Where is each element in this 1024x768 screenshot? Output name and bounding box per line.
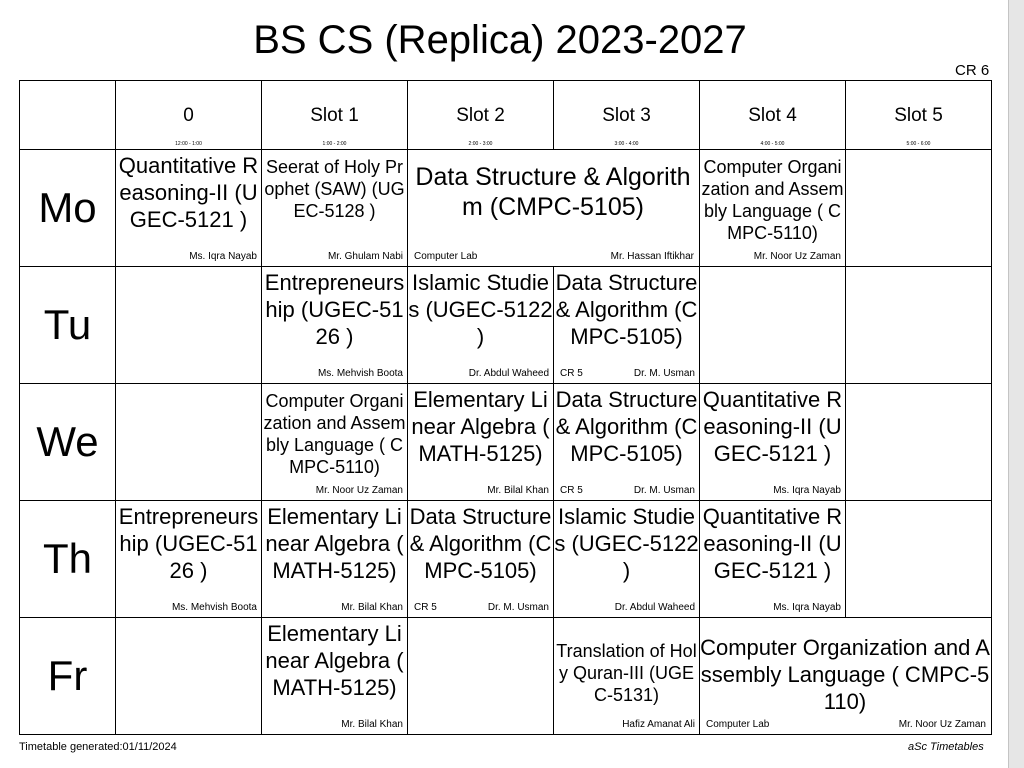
- slot-time: 5:00 - 6:00: [906, 141, 931, 147]
- slot-time: 4:00 - 5:00: [760, 141, 785, 147]
- class-cell: [116, 501, 262, 618]
- class-cell: [408, 501, 554, 618]
- subject-name: Data Structure & Algorithm (CMPC-5105): [409, 504, 552, 583]
- class-cell: [262, 150, 408, 267]
- class-cell: [262, 618, 408, 735]
- empty-cell: [846, 501, 992, 618]
- subject-name: Data Structure & Algorithm (CMPC-5105): [555, 387, 698, 466]
- teacher-name: Mr. Bilal Khan: [341, 602, 403, 613]
- teacher-name: Mr. Noor Uz Zaman: [753, 251, 841, 262]
- class-cell: [262, 267, 408, 384]
- room-code: CR 6: [955, 62, 990, 79]
- subject-name: Computer Organization and Assembly Language ( CMPC-5110): [700, 635, 990, 714]
- room-name: CR 5: [560, 485, 583, 496]
- class-cell: [408, 267, 554, 384]
- class-cell: [554, 618, 700, 735]
- slot-label: Slot 3: [602, 105, 651, 126]
- empty-cell: [116, 618, 262, 735]
- slot-label: Slot 1: [310, 105, 359, 126]
- subject-name: Entrepreneurship (UGEC-5126 ): [264, 270, 405, 349]
- header-row: [20, 81, 992, 150]
- subject-name: Islamic Studies (UGEC-5122 ): [554, 504, 699, 583]
- day-label: Mo: [20, 150, 116, 267]
- subject-name: Computer Organization and Assembly Language ( CMPC-5110): [263, 391, 406, 477]
- subject-name: Quantitative Reasoning-II (UGEC-5121 ): [702, 387, 843, 466]
- empty-cell: [846, 384, 992, 501]
- class-cell: [554, 501, 700, 618]
- subject-name: Translation of Holy Quran-III (UGEC-5131): [556, 641, 697, 705]
- class-cell: [408, 150, 700, 267]
- subject-name: Data Structure & Algorithm (CMPC-5105): [555, 270, 698, 349]
- teacher-name: Ms. Iqra Nayab: [189, 251, 257, 262]
- teacher-name: Mr. Bilal Khan: [487, 485, 549, 496]
- day-row-mo: [20, 150, 992, 267]
- subject-name: Computer Organization and Assembly Language ( CMPC-5110): [701, 157, 844, 243]
- day-row-we: [20, 384, 992, 501]
- subject-name: Elementary Linear Algebra ( MATH-5125): [265, 621, 404, 700]
- teacher-name: Ms. Iqra Nayab: [773, 602, 841, 613]
- slot-time: 1:00 - 2:00: [322, 141, 347, 147]
- class-cell: [408, 384, 554, 501]
- subject-name: Seerat of Holy Prophet (SAW) (UGEC-5128 ): [264, 157, 405, 221]
- teacher-name: Dr. M. Usman: [633, 485, 695, 496]
- teacher-name: Dr. Abdul Waheed: [468, 368, 549, 379]
- day-label: Tu: [20, 267, 116, 384]
- empty-cell: [846, 267, 992, 384]
- room-name: CR 5: [414, 602, 437, 613]
- day-row-fr: [20, 618, 992, 735]
- empty-cell: [846, 150, 992, 267]
- class-cell: [554, 267, 700, 384]
- empty-cell: [700, 267, 846, 384]
- page-title: BS CS (Replica) 2023-2027: [253, 18, 747, 62]
- day-row-th: [20, 501, 992, 618]
- class-cell: [116, 150, 262, 267]
- teacher-name: Ms. Mehvish Boota: [317, 368, 403, 379]
- class-cell: [700, 501, 846, 618]
- day-label: Fr: [20, 618, 116, 735]
- class-cell: [700, 384, 846, 501]
- teacher-name: Dr. M. Usman: [487, 602, 549, 613]
- slot-label: Slot 4: [748, 105, 797, 126]
- slot-header-4: [700, 81, 846, 150]
- day-row-tu: [20, 267, 992, 384]
- subject-name: Entrepreneurship (UGEC-5126 ): [118, 504, 259, 583]
- teacher-name: Hafiz Amanat Ali: [622, 719, 695, 730]
- timetable-grid: [19, 80, 992, 735]
- slot-header-1: [262, 81, 408, 150]
- teacher-name: Ms. Iqra Nayab: [773, 485, 841, 496]
- slot-header-0: [116, 81, 262, 150]
- room-name: CR 5: [560, 368, 583, 379]
- room-name: Computer Lab: [706, 719, 770, 730]
- subject-name: Data Structure & Algorithm (CMPC-5105): [415, 163, 691, 221]
- room-name: Computer Lab: [414, 251, 478, 262]
- subject-name: Quantitative Reasoning-II (UGEC-5121 ): [702, 504, 843, 583]
- class-cell: [262, 501, 408, 618]
- day-label: Th: [20, 501, 116, 618]
- empty-cell: [116, 384, 262, 501]
- generated-date: Timetable generated:01/11/2024: [19, 741, 177, 753]
- teacher-name: Ms. Mehvish Boota: [171, 602, 257, 613]
- slot-time: 12:00 - 1:00: [175, 141, 202, 147]
- day-label: We: [20, 384, 116, 501]
- teacher-name: Mr. Hassan Iftikhar: [610, 251, 694, 262]
- slot-header-5: [846, 81, 992, 150]
- class-cell: [700, 618, 992, 735]
- teacher-name: Mr. Bilal Khan: [341, 719, 403, 730]
- class-cell: [700, 150, 846, 267]
- class-cell: [554, 384, 700, 501]
- teacher-name: Mr. Noor Uz Zaman: [315, 485, 403, 496]
- empty-cell: [116, 267, 262, 384]
- slot-label: Slot 5: [894, 105, 943, 126]
- slot-label: Slot 2: [456, 105, 505, 126]
- slot-time: 3:00 - 4:00: [614, 141, 639, 147]
- slot-label: 0: [183, 105, 194, 126]
- slot-time: 2:00 - 3:00: [468, 141, 493, 147]
- brand-credit: aSc Timetables: [908, 741, 984, 753]
- class-cell: [262, 384, 408, 501]
- teacher-name: Mr. Ghulam Nabi: [327, 251, 403, 262]
- empty-cell: [408, 618, 554, 735]
- corner-cell: [20, 81, 116, 150]
- teacher-name: Dr. M. Usman: [633, 368, 695, 379]
- subject-name: Elementary Linear Algebra ( MATH-5125): [265, 504, 404, 583]
- subject-name: Quantitative Reasoning-II (UGEC-5121 ): [118, 153, 259, 232]
- teacher-name: Dr. Abdul Waheed: [614, 602, 695, 613]
- slot-header-2: [408, 81, 554, 150]
- subject-name: Islamic Studies (UGEC-5122 ): [408, 270, 553, 349]
- slot-header-3: [554, 81, 700, 150]
- teacher-name: Mr. Noor Uz Zaman: [898, 719, 986, 730]
- subject-name: Elementary Linear Algebra ( MATH-5125): [411, 387, 550, 466]
